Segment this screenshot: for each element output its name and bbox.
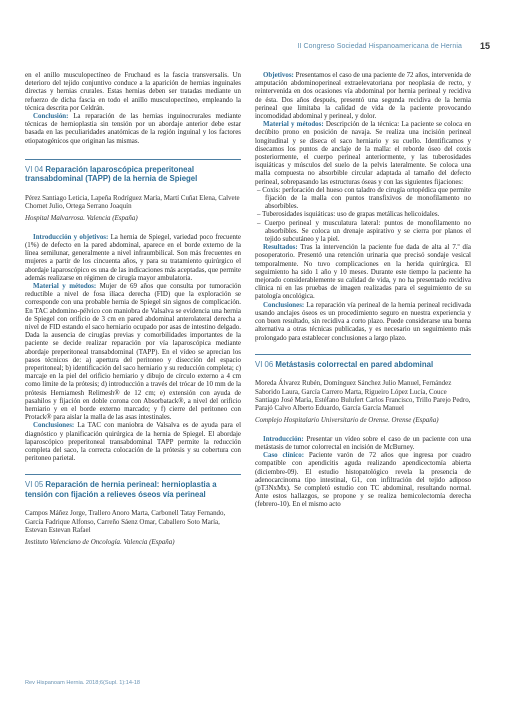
methods-paragraph: [255, 120, 471, 186]
journal-citation: Rev Hispanoam Hernia. 2018;6(Supl. 1):14-18: [25, 680, 141, 686]
section-vi04: [25, 159, 241, 463]
section-title: [25, 165, 241, 184]
conclusion-text: La reparación de las hernias inguinocrurales mediante técnicas de hernioplastia sin tensión por un abordaje anterior debe estar basada en las peculiaridades anatómicas de la región inguinal y los factores etiopatogénicos que originan las mismas.: [25, 112, 241, 145]
affiliation: Instituto Valenciano de Oncología. Valencia (España): [25, 538, 175, 547]
objectives-paragraph: [255, 71, 471, 120]
list-item: – Cuerpo perineal y musculatura lateral: puntos de monofilamento no absorbibles. Se coloca un drenaje aspirativo y se cierra por planos el tejido subcutáneo y la piel.: [257, 218, 471, 244]
conclusions-text: La TAC con maniobra de Valsalva es de ayuda para el diagnóstico y planificación quirúrgica de la hernia de Spiegel. El abordaje laparoscópico preperitoneal transabdominal TAPP permite la reducción completa del saco, la correcta colocación de la prótesis y su cobertura con peritoneo parietal.: [25, 421, 241, 463]
results-text: Tras la intervención la paciente fue dada de alta al 7.º día posoperatorio. Presentó una retención urinaria que precisó sondaje vesical temporalmente. No tuvo complicaciones en la herida quirúrgica. El seguimiento ha sido 1 año y 10 meses. Durante este tiempo la paciente ha mejorado considerablemente su calidad de vida, y no ha presentado recidiva clínica ni en las pruebas de imagen realizadas para el seguimiento de su patología oncológica.: [255, 243, 471, 301]
methods-paragraph: [25, 282, 241, 421]
methods-label: Material y métodos:: [33, 281, 97, 290]
right-column: [255, 71, 471, 509]
authors: Campos Máñez Jorge, Trallero Anoro Marta, Carbonell Tatay Fernando, García Fadrique Alfonso, Carreño Sáenz Omar, Caballero Soto María, Estevan Estevan Rafael: [25, 509, 226, 534]
running-header: [26, 43, 490, 57]
section-title: [25, 480, 241, 499]
objectives-label: Objetivos:: [263, 71, 294, 79]
list-item: – Tuberosidades isquiáticas: uso de grapas metálicas helicoidales.: [257, 210, 440, 219]
section-code: VI 06: [255, 359, 274, 369]
section-vi06: [255, 354, 471, 509]
section-title: [255, 360, 471, 370]
left-column: [25, 71, 241, 557]
intro-label: Introducción:: [263, 434, 304, 443]
section-vi05: [25, 474, 241, 546]
case-text: Paciente varón de 72 años que ingresa por cuadro compatible con apendicitis aguda realizando apendicectomía abierta (diciembre-09). El estudio histopatológico revela la presencia de adenocarcinoma tipo intestinal, G1, con infiltración del tejido adiposo (pT3NxMx). Se completó estudio con TC abdominal, resultando normal. Ante estos hallazgos, se propone y se realiza hemicolectomía derecha (febrero-10). En el mismo acto: [255, 451, 472, 509]
methods-text: Descripción de la técnica: La paciente se coloca en decúbito prono en posición de navaja. Se realiza una incisión perineal longitudinal y se diseca el saco herniario y su cuello. Identificamos y disecamos los puntos de anclaje de la malla: el reborde óseo del coxis posteriormente, el cuerpo perineal anteriormente, y las tuberosidades isquiáticas y músculos del suelo de la pelvis lateralmente. Se coloca una malla compuesta no absorbible circular adaptada al tamaño del defecto perineal, sobrepasando las estructuras óseas y con las siguientes fijaciones:: [255, 120, 471, 186]
section-code: VI 04: [25, 164, 44, 174]
methods-label: Material y métodos:: [263, 120, 324, 129]
conclusions-paragraph: [25, 421, 241, 462]
affiliation: Complejo Hospitalario Universitario de Orense. Orense (España): [255, 416, 439, 425]
affiliation: Hospital Malvarrosa. Valencia (España): [25, 214, 138, 223]
intro-text: La hernia de Spiegel, variedad poco frecuente (1%) de defecto en la pared abdominal, aparece en el borde externo de la línea semilunar, generalmente a nivel infraumbilical. Son más frecuentes en mujeres a partir de los cincuenta años, y para su tratamiento quirúrgico el abordaje laparoscópico es una de las indicaciones más aceptadas, que permite además realizarse en régimen de cirugía mayor ambulatoria.: [25, 232, 241, 282]
results-paragraph: [255, 243, 471, 300]
authors: Moreda Álvarez Rubén, Domínguez Sánchez Julio Manuel, Fernández Saborido Laura, García Carrero Marta, Rigueiro López Lucía, Couce Santiago José María, Estéfano Bulufert Carlos Francisco, Trillo Parejo Pedro, Parajó Calvo Alberto Eduardo, García García Manuel: [255, 379, 471, 413]
congress-title: II Congreso Sociedad Hispanoamericana de Hernia: [297, 43, 462, 50]
results-label: Resultados:: [263, 243, 298, 252]
case-paragraph: [255, 451, 471, 508]
conclusion-paragraph: [25, 112, 241, 145]
conclusions-label: Conclusiones:: [33, 421, 75, 430]
case-label: Caso clínico:: [263, 451, 305, 460]
section-code: VI 05: [25, 480, 44, 490]
intro-paragraph: [25, 233, 241, 282]
fixation-list: [255, 186, 471, 243]
section-heading: Reparación de hernia perineal: hernioplastia a tensión con fijación a relieves óseos vía perineal: [25, 480, 217, 499]
conclusions-text: La reparación vía perineal de la hernia perineal recidivada usando anclajes óseos es un procedimiento seguro en nuestra experiencia y con buen resultado, sin recidiva a corto plazo. Puede considerarse una buena alternativa a otras técnicas publicadas, y es necesario un seguimiento más prolongado para establecer conclusiones a largo plazo.: [255, 300, 471, 342]
conclusion-label: Conclusión:: [33, 112, 69, 121]
objectives-text: Presentamos el caso de una paciente de 72 años, intervenida de amputación abdominoperineal extraelevatoriana por neoplasia de recto, y reintervenida en dos ocasiones vía abdominal por hernia perineal y recidiva de ésta. Dos años después, presentó una segunda recidiva de la hernia perineal que limitaba la calidad de vida de la paciente provocando incomodidad abdominal y perineal, y dolor.: [255, 71, 471, 121]
methods-text: Mujer de 69 años que consulta por tumoración reductible a nivel de fosa ilíaca derecha (FID) que la exploración se corresponde con una probable hernia de Spiegel sin signos de complicación. En TAC abdomino-pélvico con maniobra de Valsalva se evidencia una hernia de Spiegel con orificio de 3 cm en pared abdominal anterolateral derecha a nivel de FID estando el saco herniario ocupado por asas de intestino delgado. Dada la ausencia de cirugías previas y comorbilidades importantes de la paciente se decide realizar reparación por vía laparoscópica mediante abordaje preperitoneal transabdominal (TAPP). En el vídeo se aprecian los pasos técnicos de: a) apertura del peritoneo y disección del espacio preperitoneal; b) identificación del saco herniario y su reducción completa; c) marcaje en la piel del orificio herniario y dibujo de círculo externo a 4 cm como límite de la prótesis; d) introducción a través del trócar de 10 mm de la prótesis Herniamesh Relimesh® de 12 cm; e) extensión con ayuda de pasahilos y fijación en doble corona con Absorbatack®, a nivel del orificio herniario y en el borde externo marcado; y f) cierre del peritoneo con Protack® para aislar la malla de las asas intestinales.: [25, 281, 241, 422]
conclusions-label: Conclusiones:: [263, 300, 305, 309]
intro-continuation: en el anillo musculopectíneo de Fruchaud es la fascia transversalis. Un deterioro del tejido conjuntivo conduce a la aparición de hernias inguinales directas y hernias crurales. Estas hernias deben ser tratadas mediante un refuerzo de dicha fascia en todo el anillo musculopectíneo, empleando la técnica descrita por Celdrán.: [25, 71, 241, 112]
section-heading: Reparación laparoscópica preperitoneal transabdominal (TAPP) de la hernia de Spiegel: [25, 164, 198, 184]
list-item: – Coxis: perforación del hueso con taladro de cirugía ortopédica que permite fijación de la malla con puntos transfixivos de monofilamento no absorbibles.: [257, 185, 471, 211]
intro-paragraph: [255, 435, 471, 451]
intro-label: Introducción y objetivos:: [33, 232, 109, 241]
conclusions-paragraph: [255, 301, 471, 342]
section-heading: Metástasis colorrectal en pared abdominal: [275, 359, 434, 369]
intro-text: Presentar un vídeo sobre el caso de un paciente con una metástasis de tumor colorrectal en incisión de McBurney.: [255, 434, 471, 451]
authors: Pérez Santiago Leticia, Lapeña Rodríguez María, Martí Cuñat Elena, Calvete Chornet Julio, Ortega Serrano Joaquín: [25, 193, 240, 211]
page-number: 15: [479, 41, 490, 51]
